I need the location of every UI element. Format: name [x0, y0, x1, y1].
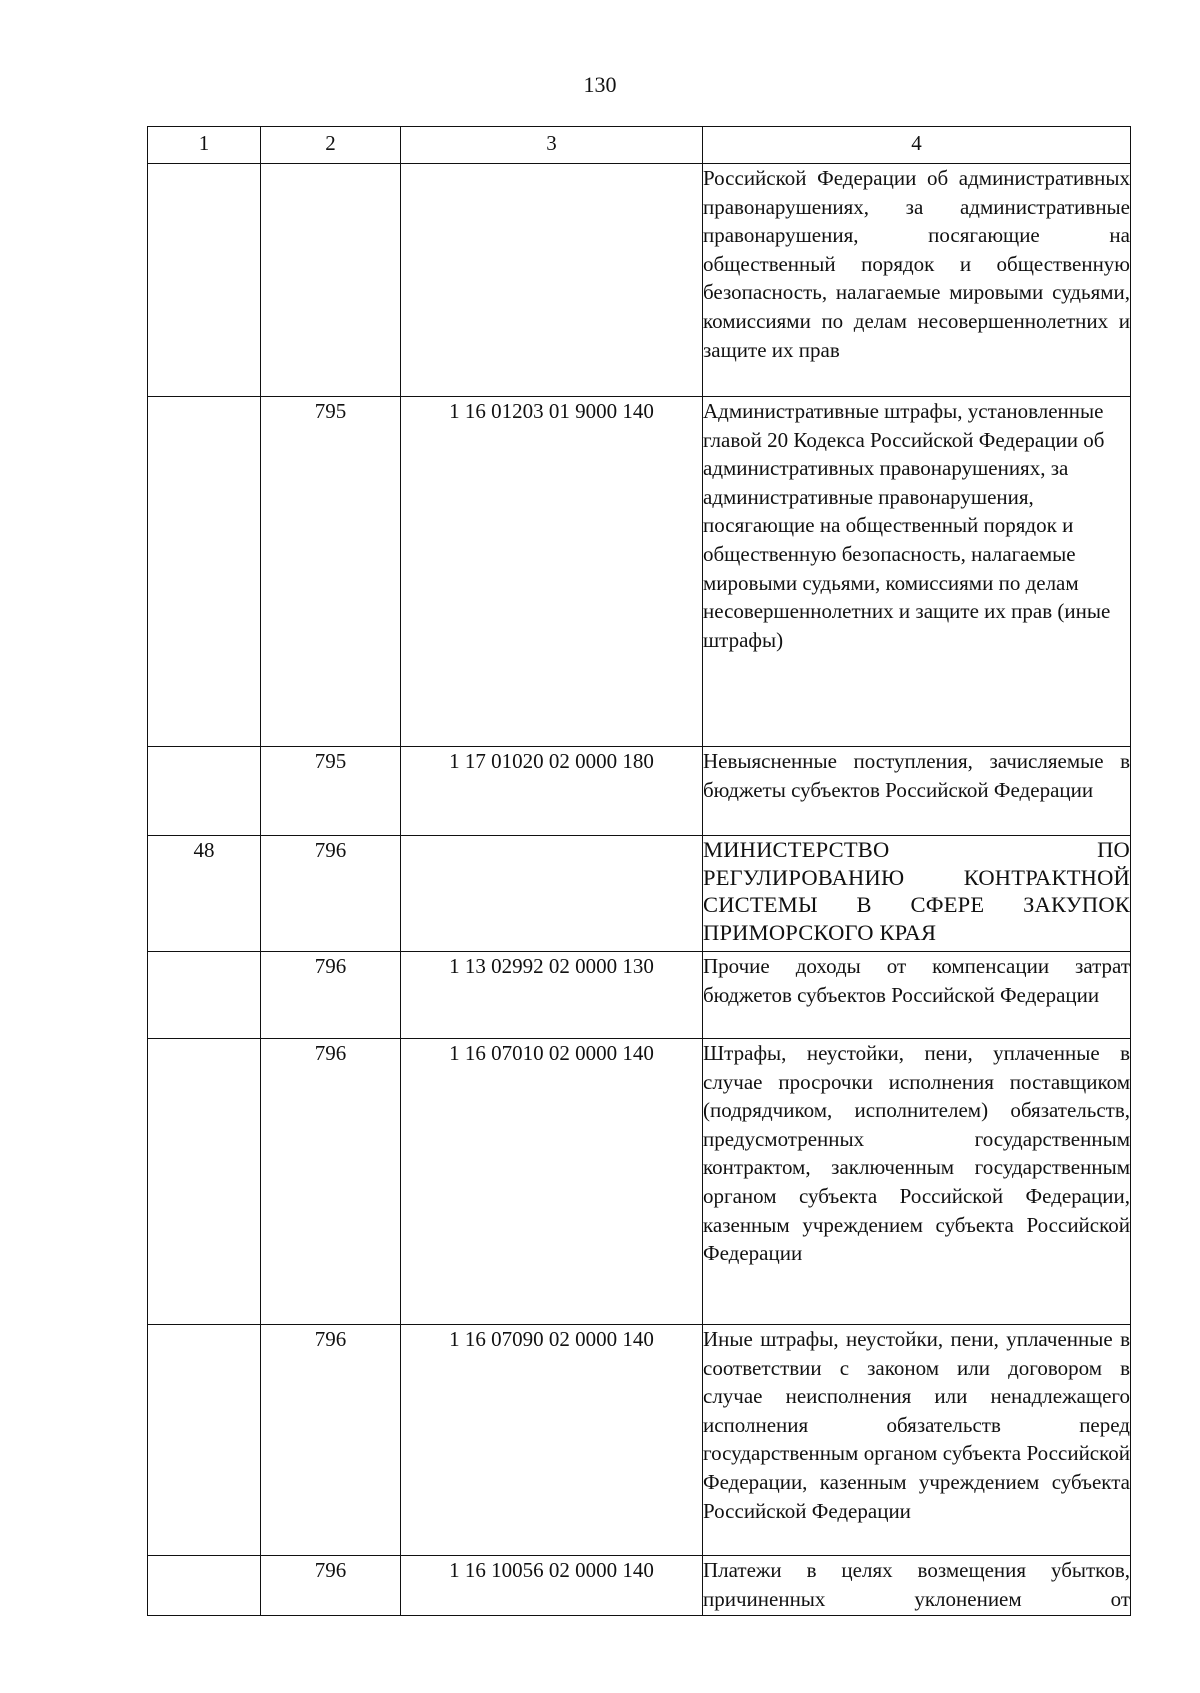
budget-code: 1 16 07010 02 0000 140	[401, 1039, 703, 1325]
description: Платежи в целях возмещения убытков, причиненных уклонением от	[703, 1556, 1131, 1616]
revenue-codes-table	[147, 126, 1131, 1616]
column-header-4: 4	[703, 127, 1131, 164]
table-row	[148, 1325, 1131, 1556]
description: Российской Федерации об административных правонарушениях, за административные правонарушения, посягающие на общественный порядок и общественную безопасность, налагаемые мировыми судьями, комиссиями по делам несовершеннолетних и защите их прав	[703, 164, 1131, 397]
column-header-1: 1	[148, 127, 261, 164]
row-number	[148, 1039, 261, 1325]
admin-code: 796	[261, 1039, 401, 1325]
admin-code: 796	[261, 1325, 401, 1556]
column-header-3: 3	[401, 127, 703, 164]
budget-code: 1 17 01020 02 0000 180	[401, 747, 703, 836]
admin-code: 796	[261, 1556, 401, 1616]
row-number	[148, 747, 261, 836]
budget-code	[401, 164, 703, 397]
row-number: 48	[148, 836, 261, 952]
row-number	[148, 397, 261, 747]
row-number	[148, 1556, 261, 1616]
admin-code: 795	[261, 397, 401, 747]
row-number	[148, 952, 261, 1039]
table-row	[148, 1556, 1131, 1616]
description: Иные штрафы, неустойки, пени, уплаченные в соответствии с законом или договором в случае неисполнения или ненадлежащего исполнения обязательств перед государственным органом субъекта Российской Федерации, казенным учреждением субъекта Российской Федерации	[703, 1325, 1131, 1556]
description: Невыясненные поступления, зачисляемые в бюджеты субъектов Российской Федерации	[703, 747, 1131, 836]
table-header-row	[148, 127, 1131, 164]
table-row	[148, 164, 1131, 397]
table-row	[148, 836, 1131, 952]
budget-code: 1 16 10056 02 0000 140	[401, 1556, 703, 1616]
row-number	[148, 164, 261, 397]
page-number: 130	[583, 72, 617, 97]
budget-code	[401, 836, 703, 952]
table-row	[148, 1039, 1131, 1325]
description: Прочие доходы от компенсации затрат бюджетов субъектов Российской Федерации	[703, 952, 1131, 1039]
row-number	[148, 1325, 261, 1556]
admin-code: 796	[261, 836, 401, 952]
budget-code: 1 13 02992 02 0000 130	[401, 952, 703, 1039]
table-row	[148, 747, 1131, 836]
description: Административные штрафы, установленные главой 20 Кодекса Российской Федерации об административных правонарушениях, за административные правонарушения, посягающие на общественный порядок и общественную безопасность, налагаемые мировыми судьями, комиссиями по делам несовершеннолетних и защите их прав (иные штрафы)	[703, 397, 1131, 747]
budget-code: 1 16 01203 01 9000 140	[401, 397, 703, 747]
admin-code: 795	[261, 747, 401, 836]
table-row	[148, 397, 1131, 747]
description: Штрафы, неустойки, пени, уплаченные в случае просрочки исполнения поставщиком (подрядчиком, исполнителем) обязательств, предусмотренных государственным контрактом, заключенным государственным органом субъекта Российской Федерации, казенным учреждением субъекта Российской Федерации	[703, 1039, 1131, 1325]
admin-code: 796	[261, 952, 401, 1039]
budget-code: 1 16 07090 02 0000 140	[401, 1325, 703, 1556]
ministry-title: МИНИСТЕРСТВО ПО РЕГУЛИРОВАНИЮ КОНТРАКТНОЙ СИСТЕМЫ В СФЕРЕ ЗАКУПОК ПРИМОРСКОГО КРАЯ	[703, 836, 1131, 952]
table-row	[148, 952, 1131, 1039]
column-header-2: 2	[261, 127, 401, 164]
admin-code	[261, 164, 401, 397]
